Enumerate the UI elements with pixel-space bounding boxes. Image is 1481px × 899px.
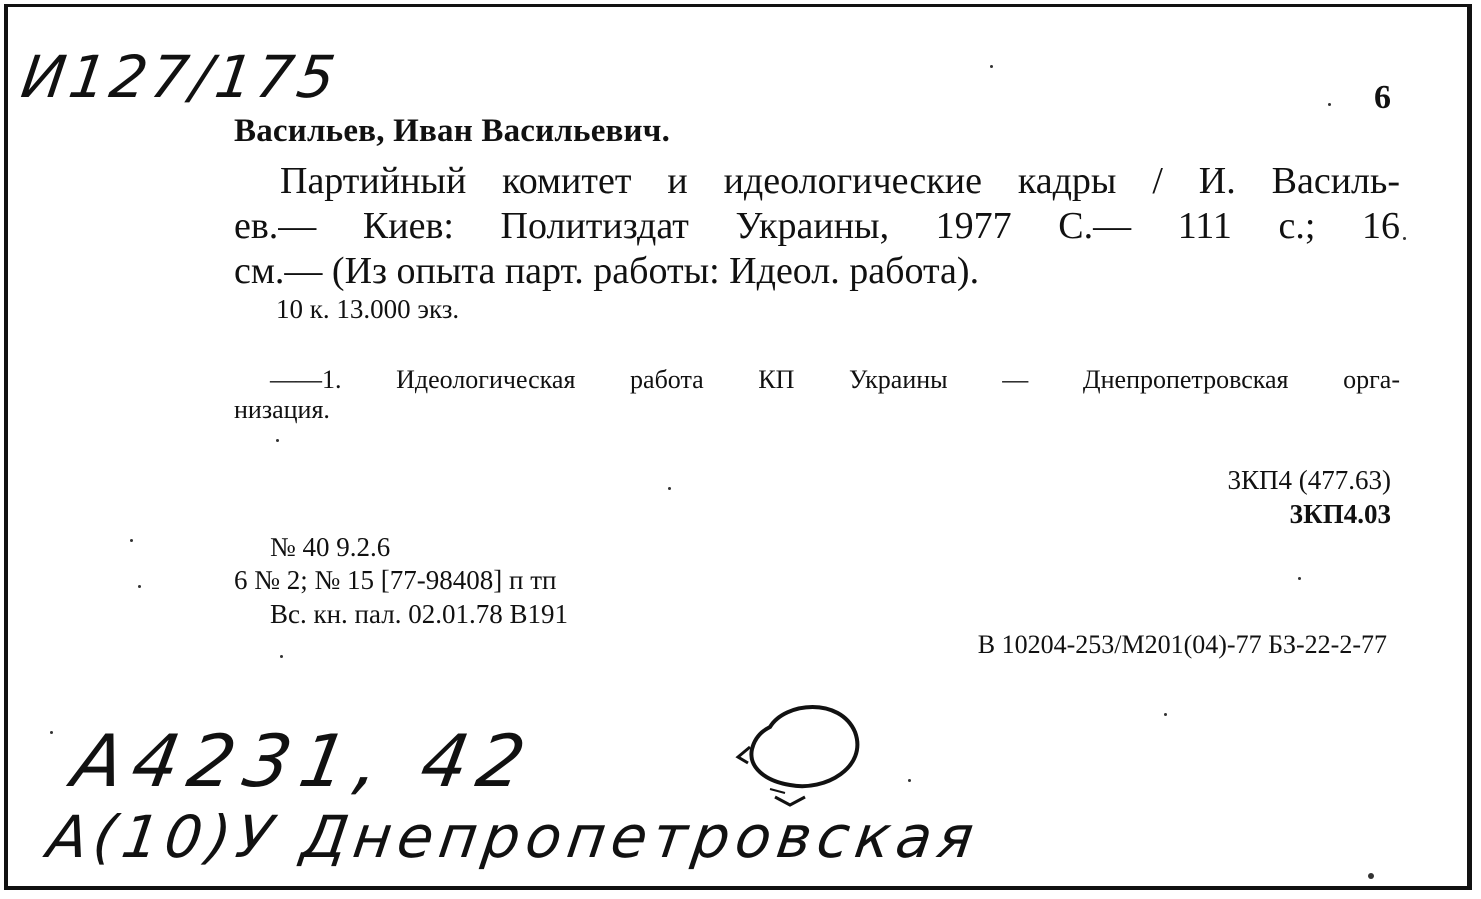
scan-speck — [138, 585, 141, 588]
description-line: см.— (Из опыта парт. работы: Идеол. работа). — [234, 250, 980, 292]
catalog-card — [4, 4, 1472, 890]
handwritten-shelfmark: И127/175 — [17, 43, 344, 111]
subject-line: низация. — [234, 395, 330, 424]
handwritten-inventory-number: А4231, 42 — [66, 719, 542, 803]
registry-line: 6 № 2; № 15 [77-98408] п тп — [234, 565, 557, 595]
publisher-code: В 10204-253/М201(04)-77 БЗ-22-2-77 — [977, 630, 1387, 659]
author-heading: Васильев, Иван Васильевич. — [234, 113, 671, 149]
scan-speck — [668, 487, 671, 490]
scan-speck — [1164, 713, 1167, 716]
description-line: ев.— Киев: Политиздат Украины, 1977 С.— 111 с.; 16 — [234, 205, 1400, 247]
card-number: 6 — [1374, 79, 1391, 116]
scan-speck — [130, 539, 133, 542]
scan-speck — [1328, 103, 1331, 106]
scan-speck — [990, 65, 993, 68]
classification-index: 3КП4 (477.63) — [1227, 465, 1391, 495]
scan-speck — [1298, 577, 1301, 580]
scan-speck — [1368, 873, 1374, 879]
scan-speck — [50, 731, 53, 734]
scan-speck — [1403, 237, 1406, 240]
scan-speck — [908, 779, 911, 782]
price-print-run: 10 к. 13.000 экз. — [276, 294, 460, 324]
handwritten-note: А(10)У Днепропетровская — [43, 803, 984, 871]
classification-index: 3КП4.03 — [1289, 499, 1391, 529]
registry-line: № 40 9.2.6 — [270, 532, 391, 562]
subject-line: ——1. Идеологическая работа КП Украины — Днепропетровская орга- — [270, 365, 1400, 394]
scan-speck — [280, 655, 283, 658]
stamp-circle-mark — [730, 697, 870, 817]
scan-speck — [276, 439, 279, 442]
bibliographic-description — [234, 159, 1400, 294]
description-line: Партийный комитет и идеологические кадры / И. Василь- — [280, 160, 1400, 202]
registry-line: Вс. кн. пал. 02.01.78 В191 — [270, 599, 568, 629]
subject-heading — [234, 365, 1400, 425]
